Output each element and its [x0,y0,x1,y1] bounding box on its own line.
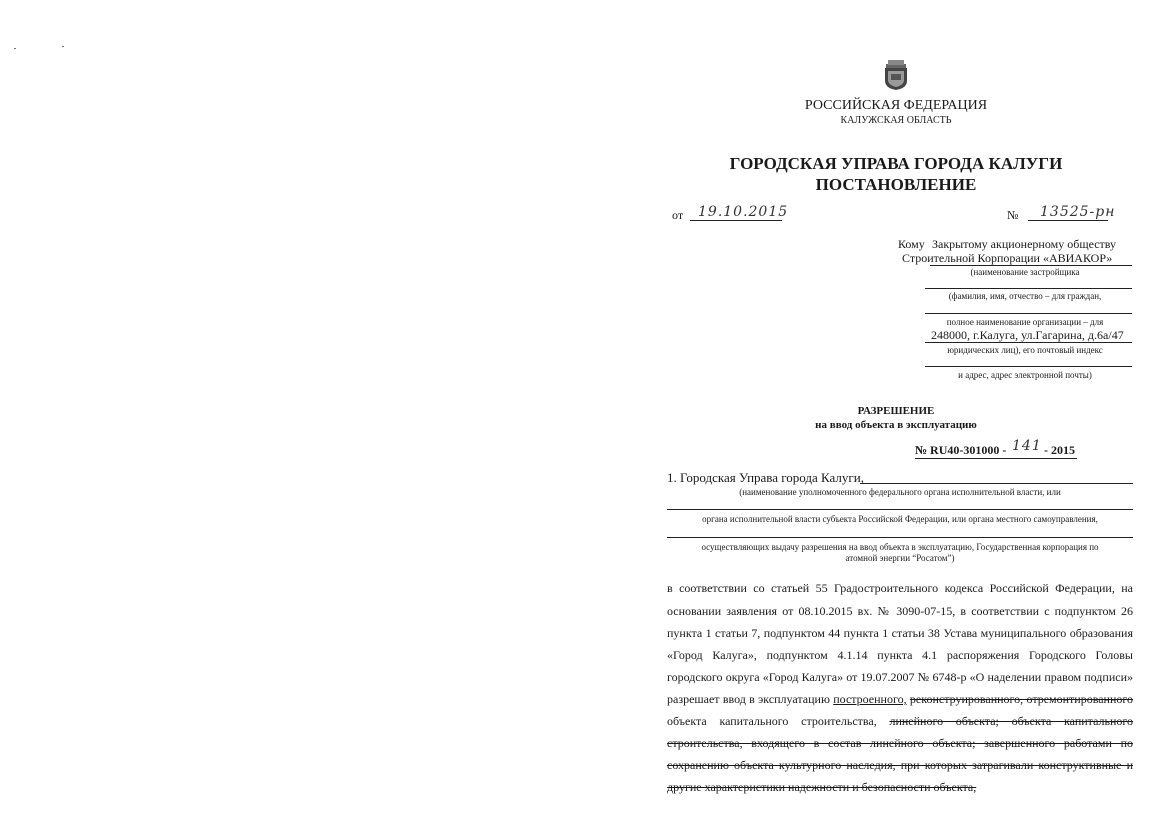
permit-number-underline [915,458,1077,459]
region-name: КАЛУЖСКАЯ ОБЛАСТЬ [840,115,952,126]
recipient-hint-organization: полное наименование организации – для [946,317,1104,327]
scan-speck [62,46,64,47]
date-underline [690,220,782,221]
body-line-3: пункта 1 статьи 7, подпунктом 44 пункта 1 статьи 38 Устава муниципального образования [667,626,1133,640]
country-name: РОССИЙСКАЯ ФЕДЕРАЦИЯ [804,98,988,113]
body-line-5: городского округа «Город Калуга» от 19.07.2007 № 6748-р «О наделении правом подписи» [667,670,1133,684]
recipient-to-label: Кому [898,237,925,251]
section1-hint-federal: (наименование уполномоченного федерального органа исполнительной власти, или [739,487,1061,497]
recipient-hint-citizen: (фамилия, имя, отчество – для граждан, [948,291,1102,301]
body-line-2: основании заявления от 08.10.2015 вх. № 3090-07-15, в соответствии с подпунктом 26 [667,604,1133,618]
authority-name: ГОРОДСКАЯ УПРАВА ГОРОДА КАЛУГИ [729,154,1063,173]
section1-underline [860,483,1133,484]
body-line-6-struck: реконструированного, отремонтированного [909,692,1134,706]
recipient-blank-line [925,313,1132,314]
section1-label: 1. Городская Управа города Калуги, [667,470,864,485]
recipient-blank-line [925,366,1132,367]
section1-hint-rosatom: атомной энергии “Росатом”) [845,553,955,563]
body-line-6-selected: построенного, [833,692,907,706]
body-line-1: в соответствии со статьей 55 Градостроительного кодекса Российской Федерации, на [667,581,1133,595]
recipient-underline [930,265,1132,266]
document-type: ПОСТАНОВЛЕНИЕ [815,175,977,194]
permit-number-prefix: № RU40-301000 - [915,443,1007,457]
body-line-6 [667,692,1133,707]
number-underline [1028,220,1108,221]
number-value: 13525-рн [1040,204,1116,220]
scan-speck [14,48,16,49]
coat-of-arms-icon [883,59,909,90]
recipient-name-line1: Закрытому акционерному обществу [932,237,1117,251]
body-line-7-struck: линейного объекта; объекта капитального [889,714,1134,728]
recipient-hint-email: и адрес, адрес электронной почты) [958,370,1092,380]
recipient-blank-line [925,288,1132,289]
recipient-name-line2: Строительной Корпорации «АВИАКОР» [902,251,1113,265]
section1-hint-issuer: осуществляющих выдачу разрешения на ввод объекта в эксплуатацию, Государственная корпорация по [701,542,1099,552]
body-line-4: «Город Калуга», подпунктом 4.1.14 пункта 4.1 распоряжения Городского Головы [667,648,1133,662]
body-line-6-plain: разрешает ввод в эксплуатацию [667,692,830,706]
recipient-address-underline [925,342,1132,343]
permit-subtitle: на ввод объекта в эксплуатацию [815,419,977,431]
body-line-9: сохранению объекта культурного наследия, при которых затрагивали конструктивные и [667,758,1133,772]
permit-title: РАЗРЕШЕНИЕ [857,405,935,417]
number-label: № [1007,208,1019,222]
section1-hint-regional: органа исполнительной власти субъекта Российской Федерации, или органа местного самоуправления, [702,514,1098,524]
body-line-8: строительства, входящего в состав линейного объекта; завершенного работами по [667,736,1133,750]
section1-blank-line [667,509,1133,510]
date-value: 19.10.2015 [698,204,789,220]
section1-blank-line [667,537,1133,538]
recipient-hint-postal: юридических лиц), его почтовый индекс [947,345,1103,355]
permit-number-suffix: - 2015 [1044,443,1075,457]
recipient-hint-developer: (наименование застройщика [970,267,1080,277]
permit-number-handwritten: 141 [1012,438,1042,454]
body-line-10: другие характеристики надежности и безопасности объекта, [667,780,977,794]
body-line-7 [667,714,1133,729]
body-line-7-plain: объекта капитального строительства, [667,714,877,728]
recipient-address: 248000, г.Калуга, ул.Гагарина, д.6а/47 [931,328,1124,342]
date-label: от [672,208,684,222]
